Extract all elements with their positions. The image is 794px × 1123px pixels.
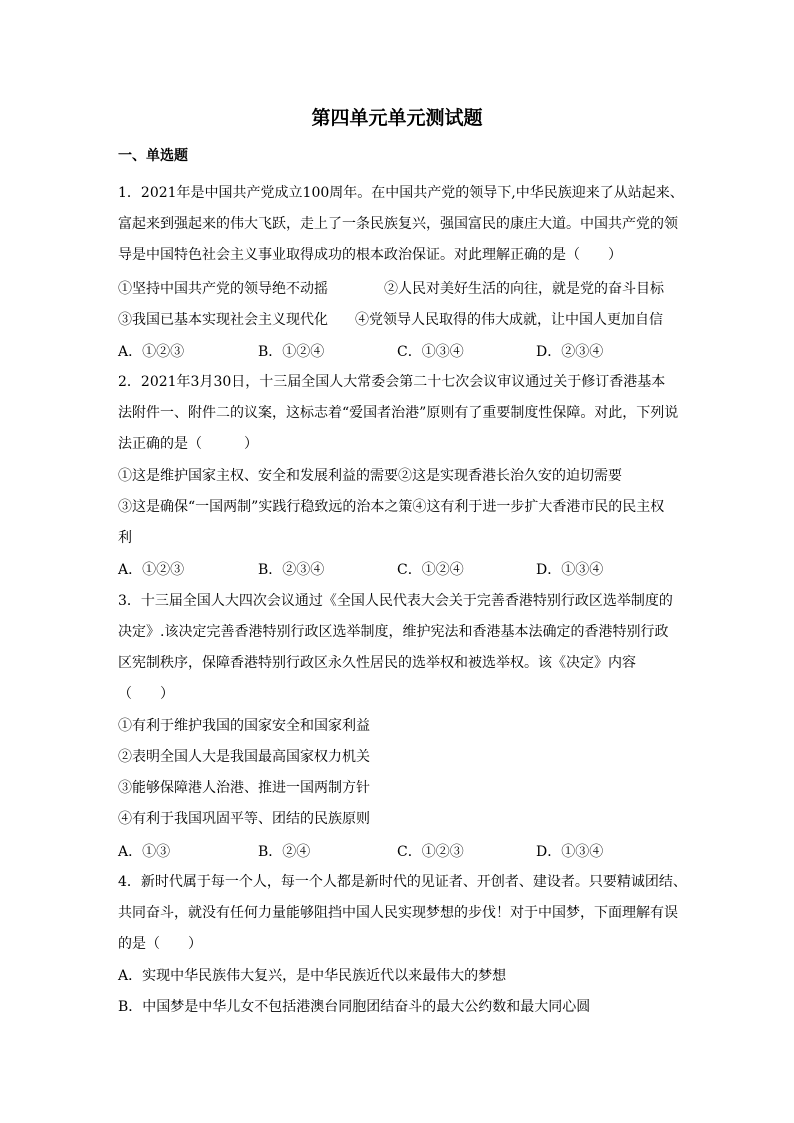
q4-line-3: 的是（ ） [118,936,202,952]
section-heading: 一、单选题 [118,148,188,164]
q1-line-1: 1．2021年是中国共产党成立100周年。在中国共产党的领导下,中华民族迎来了从站起来、 [118,185,684,201]
q2-line-6: 利 [118,530,132,546]
q2-line-4: ①这是维护国家主权、安全和发展利益的需要②这是实现香港长治久安的迫切需要 [118,468,622,484]
q2-option-b: B．②③④ [258,562,325,578]
q1-option-d: D．②③④ [536,344,604,360]
q4-option-a: A．实现中华民族伟大复兴，是中华民族近代以来最伟大的梦想 [118,968,507,984]
q1-line-2: 富起来到强起来的伟大飞跃，走上了一条民族复兴，强国富民的康庄大道。中国共产党的领 [118,216,678,232]
q4-line-1: 4．新时代属于每一个人，每一个人都是新时代的见证者、开创者、建设者。只要精诚团结、 [118,874,687,890]
q1-statement-2: ②人民对美好生活的向往，就是党的奋斗目标 [384,281,664,297]
q1-statement-4: ④党领导人民取得的伟大成就，让中国人更加自信 [355,312,663,328]
q3-line-2: 决定》.该决定完善香港特别行政区选举制度，维护宪法和香港基本法确定的香港特别行政 [118,624,669,640]
q2-option-d: D．①③④ [536,562,604,578]
q2-line-3: 法正确的是（ ） [118,436,258,452]
q3-option-c: C．①②③ [397,844,464,860]
q2-line-1: 2．2021年3月30日，十三届全国人大常委会第二十七次会议审议通过关于修订香港基本 [118,374,666,390]
q4-option-b: B．中国梦是中华儿女不包括港澳台同胞团结奋斗的最大公约数和最大同心圆 [118,999,591,1015]
q3-line-5: ①有利于维护我国的国家安全和国家利益 [118,718,370,734]
q3-line-1: 3．十三届全国人大四次会议通过《全国人民代表大会关于完善香港特别行政区选举制度的 [118,593,673,609]
q3-option-b: B．②④ [258,844,311,860]
q3-option-a: A．①③ [118,844,171,860]
q3-line-6: ②表明全国人大是我国最高国家权力机关 [118,749,370,765]
q4-line-2: 共同奋斗，就没有任何力量能够阻挡中国人民实现梦想的步伐！对于中国梦，下面理解有误 [118,905,678,921]
q1-option-a: A．①②③ [118,344,185,360]
q1-line-3: 导是中国特色社会主义事业取得成功的根本政治保证。对此理解正确的是（ ） [118,247,622,263]
q1-statement-1: ①坚持中国共产党的领导绝不动摇 [118,281,328,297]
q1-option-c: C．①③④ [397,344,464,360]
q3-line-7: ③能够保障港人治港、推进一国两制方针 [118,780,370,796]
q3-line-4: （ ） [118,686,174,702]
q1-option-b: B．①②④ [258,344,325,360]
q2-option-a: A．①②③ [118,562,185,578]
q2-option-c: C．①②④ [397,562,464,578]
q3-option-d: D．①③④ [536,844,604,860]
q2-line-2: 法附件一、附件二的议案，这标志着“爱国者治港”原则有了重要制度性保障。对此，下列说 [118,405,679,421]
q3-line-3: 区宪制秩序，保障香港特别行政区永久性居民的选举权和被选举权。该《决定》内容 [118,655,636,671]
page-title: 第四单元单元测试题 [311,107,483,129]
q1-statement-3: ③我国已基本实现社会主义现代化 [118,312,328,328]
q3-line-8: ④有利于我国巩固平等、团结的民族原则 [118,811,370,827]
q2-line-5: ③这是确保“一国两制”实践行稳致远的治本之策④这有利于进一步扩大香港市民的民主权 [118,499,665,515]
